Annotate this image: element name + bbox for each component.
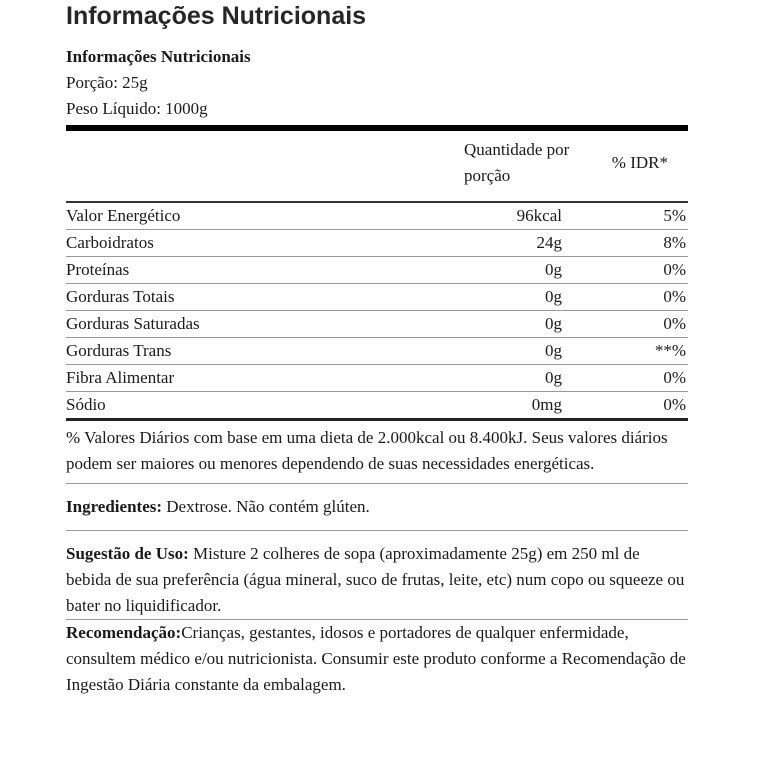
nutrient-name: Proteínas: [66, 260, 130, 279]
nutrient-amount: 0g: [545, 314, 562, 333]
nutrient-name: Gorduras Trans: [66, 341, 172, 360]
nutrient-row: [66, 311, 688, 338]
quantity-column-header: Quantidade por porção: [464, 140, 570, 185]
ingredients-text: Dextrose. Não contém glúten.: [162, 497, 370, 516]
nutrient-idr: 0%: [663, 260, 686, 279]
nutrition-label: [66, 44, 688, 704]
nutrient-idr: 0%: [663, 314, 686, 333]
nutrient-idr: 0%: [663, 395, 686, 414]
nutrient-name: Carboidratos: [66, 233, 154, 252]
idr-column-header: % IDR*: [611, 153, 668, 172]
page-title: Informações Nutricionais: [66, 2, 367, 30]
usage-section: [66, 531, 688, 620]
nutrient-row: [66, 203, 688, 230]
nutrient-amount: 0g: [545, 260, 562, 279]
nutrient-row: [66, 338, 688, 365]
nutrient-row: [66, 230, 688, 257]
portion-text: Porção: 25g: [66, 73, 148, 92]
usage-label: Sugestão de Uso:: [66, 544, 189, 563]
nutrient-idr: **%: [654, 341, 686, 360]
nutrient-row: [66, 257, 688, 284]
usage-text: Misture 2 colheres de sopa (aproximadamente 25g) em 250 ml de bebida de sua preferência (água mineral, suco de frutas, leite, etc) num copo ou squeeze ou bater no liquidificador.: [66, 544, 685, 615]
ingredients-label: Ingredientes:: [66, 497, 163, 516]
ingredients-section: [66, 484, 688, 531]
nutrient-amount: 0g: [545, 287, 562, 306]
nutrient-name: Sódio: [66, 395, 106, 414]
recommendation-label: Recomendação:: [66, 623, 182, 642]
nutrient-idr: 0%: [663, 287, 686, 306]
nutrient-amount: 0g: [545, 368, 562, 387]
nutrient-row: [66, 365, 688, 392]
nutrient-name: Gorduras Totais: [66, 287, 175, 306]
recommendation-section: [66, 620, 688, 704]
nutrient-name: Fibra Alimentar: [66, 368, 175, 387]
nutrient-idr: 0%: [663, 368, 686, 387]
nutrient-row: [66, 392, 688, 418]
column-headers: [66, 131, 688, 201]
nutrient-amount: 24g: [536, 233, 562, 252]
daily-values-footnote: % Valores Diários com base em uma dieta de 2.000kcal ou 8.400kJ. Seus valores diários podem ser maiores ou menores dependendo de suas necessidades energéticas.: [66, 421, 688, 484]
net-weight-text: Peso Líquido: 1000g: [66, 99, 208, 118]
nutrient-amount: 0mg: [531, 395, 562, 414]
nutrient-amount: 96kcal: [516, 206, 562, 225]
label-heading: Informações Nutricionais: [66, 47, 251, 66]
nutrient-name: Gorduras Saturadas: [66, 314, 200, 333]
nutrient-amount: 0g: [545, 341, 562, 360]
nutrient-idr: 5%: [663, 206, 686, 225]
nutrient-row: [66, 284, 688, 311]
recommendation-text: Crianças, gestantes, idosos e portadores de qualquer enfermidade, consultem médico e/ou nutricionista. Consumir este produto conforme a Recomendação de Ingestão Diária constante da embalagem.: [66, 623, 686, 694]
nutrient-idr: 8%: [663, 233, 686, 252]
nutrient-table: [66, 203, 688, 418]
nutrient-name: Valor Energético: [66, 206, 181, 225]
